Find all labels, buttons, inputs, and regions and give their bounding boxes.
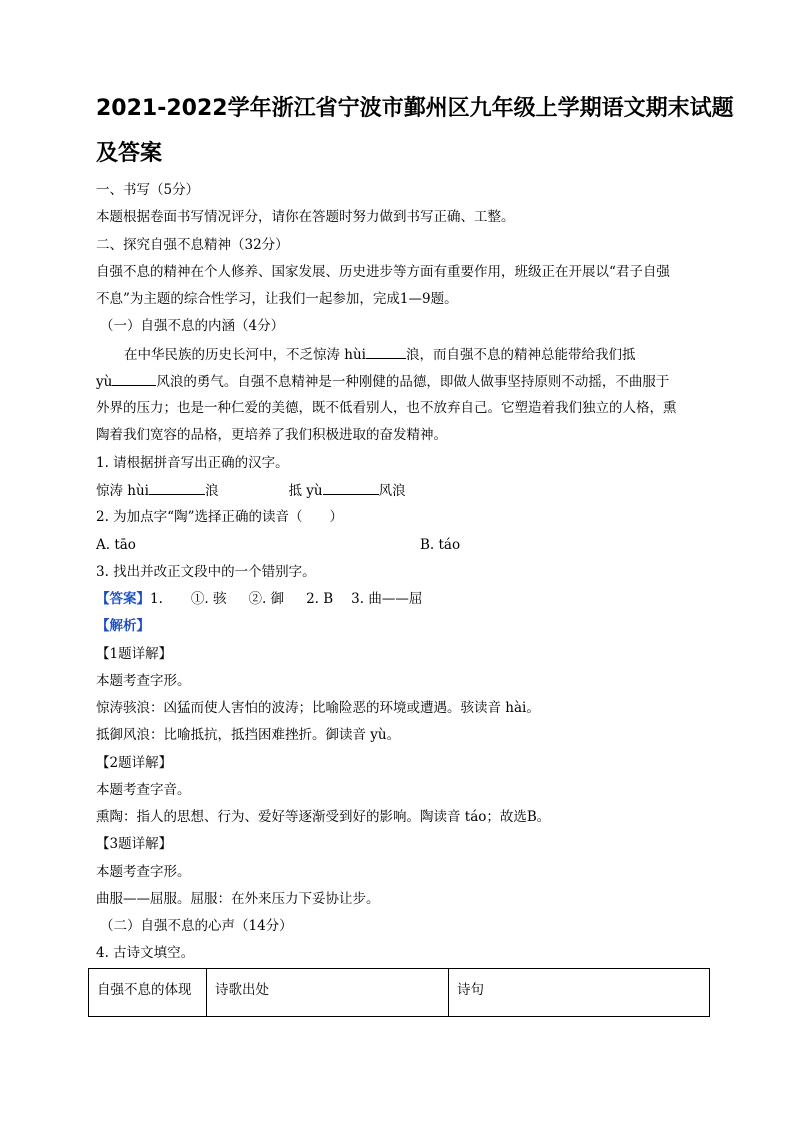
table-header-cell: 诗歌出处 — [207, 969, 449, 1017]
answer-blank — [323, 481, 379, 495]
detail2-line1: 本题考查字音。 — [96, 782, 191, 798]
part2-heading: （二）自强不息的心声（14分） — [100, 918, 293, 934]
para-line1-b: 浪，而自强不息的精神总能带给我们抵 — [406, 347, 636, 363]
table-header-cell: 自强不息的体现 — [89, 969, 207, 1017]
answer-blank — [149, 481, 205, 495]
q1-blank1-suffix: 浪 — [205, 483, 219, 499]
section2-intro-line2: 不息”为主题的综合性学习，让我们一起参加，完成1—9题。 — [96, 291, 458, 307]
answer-number: 1. — [150, 591, 163, 607]
detail1-line1: 本题考查字形。 — [96, 673, 191, 689]
answer-line — [96, 590, 422, 608]
detail2-line2: 熏陶：指人的思想、行为、爱好等逐渐受到好的影响。陶读音 táo；故选B。 — [96, 809, 551, 825]
question2-option-a: A. tāo — [96, 537, 136, 553]
section2-heading: 二、探究自强不息精神（32分） — [96, 237, 289, 253]
para-line2-a: yù — [96, 374, 113, 390]
answer-item-1: ①. 骇 — [190, 591, 227, 607]
detail1-label: 【1题详解】 — [96, 646, 173, 662]
para-line2-b: 风浪的勇气。自强不息精神是一种刚健的品德，即做人做事坚持原则不动摇，不曲服于 — [156, 374, 670, 390]
table-header-cell: 诗句 — [449, 969, 710, 1017]
fill-blank — [366, 345, 406, 359]
question4-text: 4. 古诗文填空。 — [96, 945, 195, 961]
document-title-line1: 2021-2022学年浙江省宁波市鄞州区九年级上学期语文期末试题 — [96, 96, 734, 121]
answer-label: 【答案】 — [96, 591, 150, 607]
table-header-row — [89, 969, 710, 1017]
question1-blanks — [96, 481, 406, 500]
detail3-line1: 本题考查字形。 — [96, 864, 191, 880]
q1-blank2-suffix: 风浪 — [378, 483, 406, 499]
detail3-label: 【3题详解】 — [96, 836, 173, 852]
poetry-table — [88, 968, 710, 1017]
answer-item-3: 2. B — [306, 591, 334, 607]
document-title-line2: 及答案 — [96, 141, 163, 166]
part1-paragraph-line1 — [124, 345, 636, 364]
section1-text: 本题根据卷面书写情况评分，请你在答题时努力做到书写正确、工整。 — [96, 209, 515, 225]
section2-intro-line1: 自强不息的精神在个人修养、国家发展、历史进步等方面有重要作用，班级正在开展以“君子自强 — [96, 264, 670, 280]
question3-text: 3. 找出并改正文段中的一个错别字。 — [96, 564, 316, 580]
detail1-line2: 惊涛骇浪：凶猛而使人害怕的波涛；比喻险恶的环境或遭遇。骇读音 hài。 — [96, 700, 540, 716]
part1-paragraph-line4: 陶着我们宽容的品格，更培养了我们积极进取的奋发精神。 — [96, 427, 447, 443]
detail1-line3: 抵御风浪：比喻抵抗，抵挡困难挫折。御读音 yù。 — [96, 727, 401, 743]
q1-blank1-prefix: 惊涛 hùi — [96, 483, 149, 499]
detail3-line2: 曲服——屈服。屈服：在外来压力下妥协让步。 — [96, 891, 380, 907]
fill-blank — [112, 372, 156, 386]
question1-text: 1. 请根据拼音写出正确的汉字。 — [96, 455, 289, 471]
detail2-label: 【2题详解】 — [96, 755, 173, 771]
section1-heading: 一、书写（5分） — [96, 182, 200, 198]
q1-blank2-prefix: 抵 yù — [288, 483, 323, 499]
question2-option-b: B. táo — [420, 537, 461, 553]
question2-text: 2. 为加点字“陶”选择正确的读音（ ） — [96, 509, 343, 525]
part1-paragraph-line3: 外界的压力；也是一种仁爱的美德，既不低看别人，也不放弃自己。它塑造着我们独立的人格，熏 — [96, 400, 677, 416]
answer-item-4: 3. 曲——屈 — [351, 591, 423, 607]
part1-paragraph-line2 — [96, 372, 669, 391]
analysis-label: 【解析】 — [96, 618, 150, 634]
answer-item-2: ②. 御 — [248, 591, 285, 607]
para-line1-a: 在中华民族的历史长河中，不乏惊涛 hùi — [124, 347, 366, 363]
part1-heading: （一）自强不息的内涵（4分） — [100, 318, 285, 334]
